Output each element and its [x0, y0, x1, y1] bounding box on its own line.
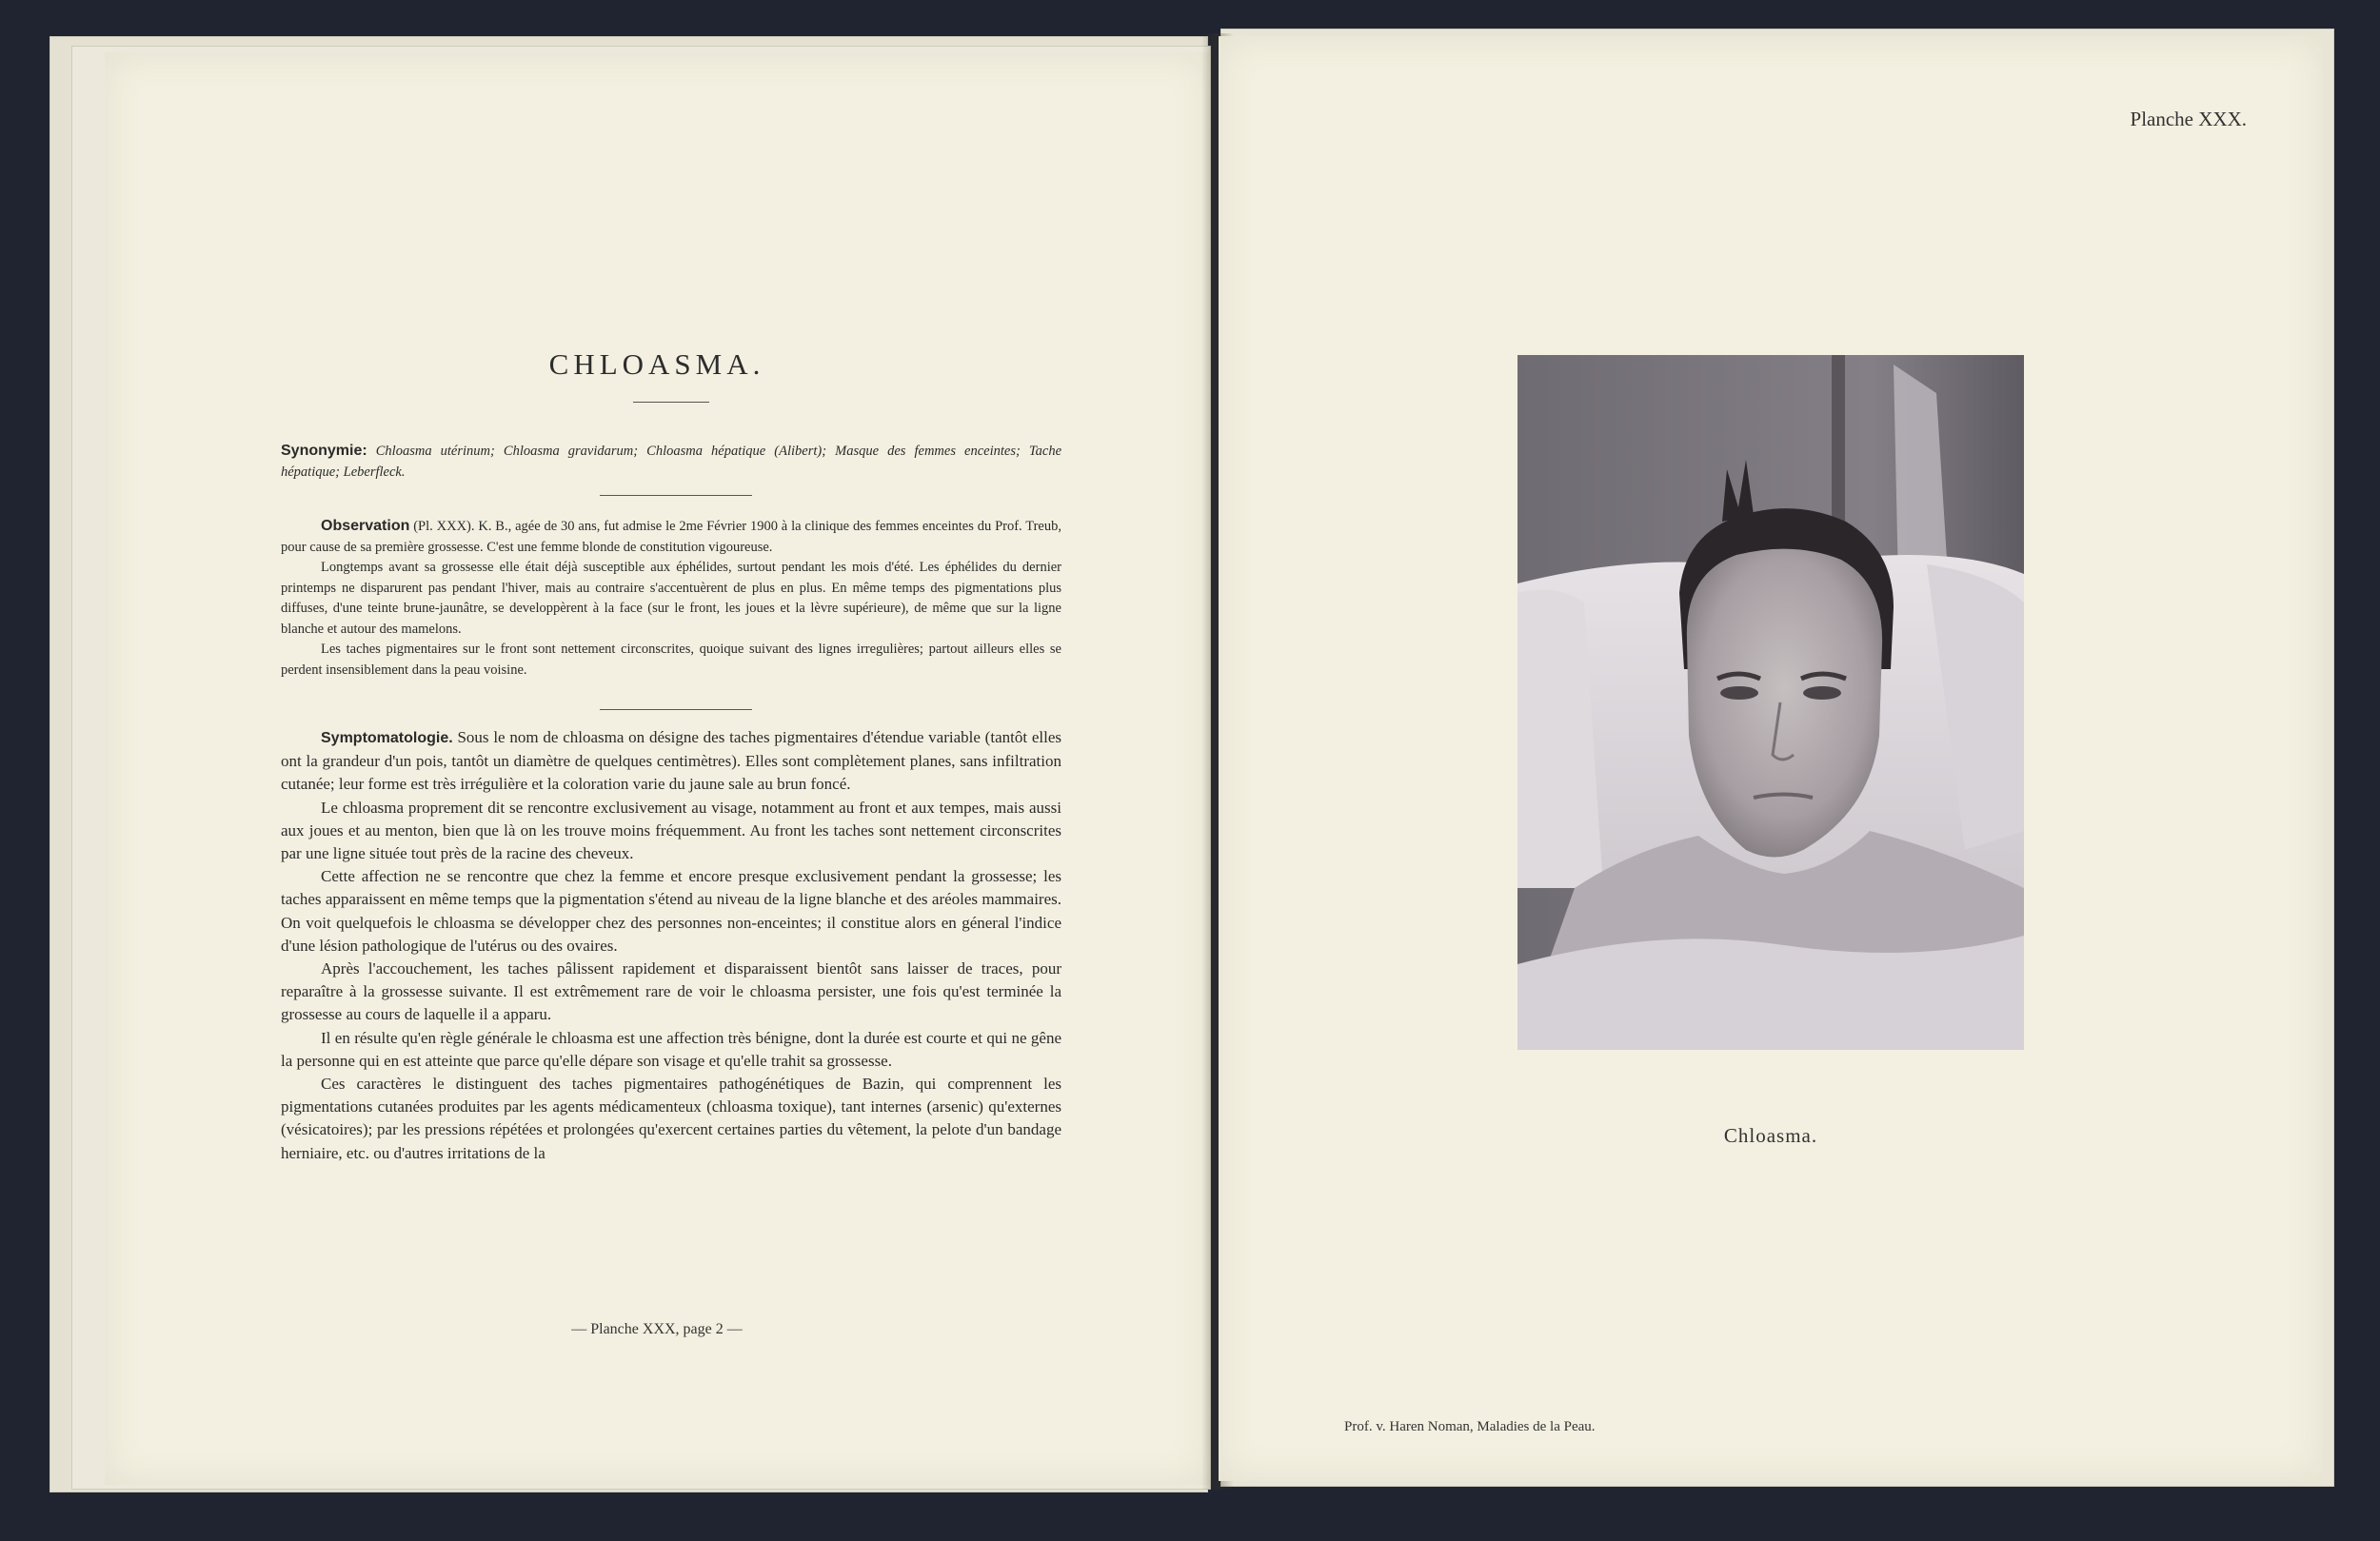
synonymie-label: Synonymie: [281, 443, 367, 459]
observation-text: (Pl. XXX). K. B., agée de 30 ans, fut admise le 2me Février 1900 à la clinique des femmes enceintes du Prof. Treub, pour cause de sa première grossesse. C'est une femme blonde de constitution vigoureuse. [281, 519, 1061, 555]
symptomatologie-label: Symptomatologie. [321, 730, 453, 746]
symptomatologie-paragraph: Le chloasma proprement dit se rencontre exclusivement au visage, notamment au front et aux tempes, mais aussi aux joues et au menton, bien que là on les trouve moins fréquemment. Au front les taches sont nettement circonscrites par une ligne située tout près de la racine des cheveux. [281, 798, 1061, 863]
synonymie-text: Chloasma utérinum; Chloasma gravidarum; Chloasma hépatique (Alibert); Masque des femmes enceintes; Tache hépatique; Leberfleck. [281, 444, 1062, 480]
title-rule [633, 402, 709, 403]
publication-credit: Prof. v. Haren Noman, Maladies de la Peau. [1344, 1419, 1596, 1434]
plate-label: Planche XXX. [2130, 108, 2247, 130]
section-rule-1 [600, 495, 752, 496]
observation-paragraph: Longtemps avant sa grossesse elle était déjà susceptible aux éphélides, surtout pendant les mois d'été. Les éphélides du dernier printemps ne disparurent pas pendant l'hiver, mais au contraire s'accentuèrent de plus en plus. En même temps des pigmentations plus diffuses, d'une teinte brune-jaunâtre, se developpèrent à la face (sur le front, les joues et la lèvre supérieure), de même que sur la ligne blanche et autour des mamelons. [281, 560, 1061, 637]
symptomatologie-text: Sous le nom de chloasma on désigne des taches pigmentaires d'étendue variable (tantôt elles ont la grandeur d'un pois, tantôt un diamètre de quelques centimètres). Elles sont complètement planes, sans infiltration cutanée; leur forme est très irrégulière et la coloration varie du jaune sale au brun foncé. [281, 728, 1061, 794]
observation-paragraph: Les taches pigmentaires sur le front sont nettement circonscrites, quoique suivant des lignes irregulières; partout ailleurs elles se perdent insensiblement dans la peau voisine. [281, 642, 1061, 678]
observation-label: Observation [321, 518, 410, 534]
left-page [105, 52, 1209, 1485]
photo-caption: Chloasma. [1723, 1124, 1818, 1147]
symptomatologie-paragraph: Cette affection ne se rencontre que chez la femme et encore presque exclusivement pendant la grossesse; les taches apparaissent en même temps que la pigmentation s'étend au niveau de la ligne blanche et des aréoles mammaires. On voit quelquefois le chloasma se développer chez des personnes non-enceintes; il constitue alors en géneral l'indice d'une lésion pathologique de l'utérus ou des ovaires. [281, 867, 1061, 955]
symptomatologie-paragraph: Il en résulte qu'en règle générale le chloasma est une affection très bénigne, dont la durée est courte et qui ne gêne la personne qui en est atteinte que parce qu'elle dépare son visage et qu'elle trahit sa grossesse. [281, 1028, 1061, 1070]
section-rule-2 [600, 709, 752, 710]
photo-illustration [1517, 355, 2024, 1050]
page-title: CHLOASMA. [548, 347, 765, 381]
patient-photo [1517, 355, 2024, 1050]
symptomatologie-paragraph: Ces caractères le distinguent des taches pigmentaires pathogénétiques de Bazin, qui comprennent les pigmentations cutanées produites par les agents médicamenteux (chloasma toxique), tant internes (arsenic) qu'externes (vésicatoires); par les pressions répétées et prolongées qu'exercent certaines parties du vêtement, la pelote d'un bandage herniaire, etc. ou d'autres irritations de la [281, 1075, 1061, 1162]
page-footer: — Planche XXX, page 2 — [571, 1321, 743, 1337]
synonymie-section [281, 441, 1061, 483]
symptomatologie-section [281, 726, 1061, 1165]
observation-section [281, 516, 1061, 681]
symptomatologie-paragraph: Après l'accouchement, les taches pâlissent rapidement et disparaissent bientôt sans laisser de traces, pour reparaître à la grossesse suivante. Il est extrêmement rare de voir le chloasma persister, une fois qu'est terminée la grossesse au cours de laquelle il a apparu. [281, 959, 1061, 1024]
right-page [1219, 36, 2323, 1481]
